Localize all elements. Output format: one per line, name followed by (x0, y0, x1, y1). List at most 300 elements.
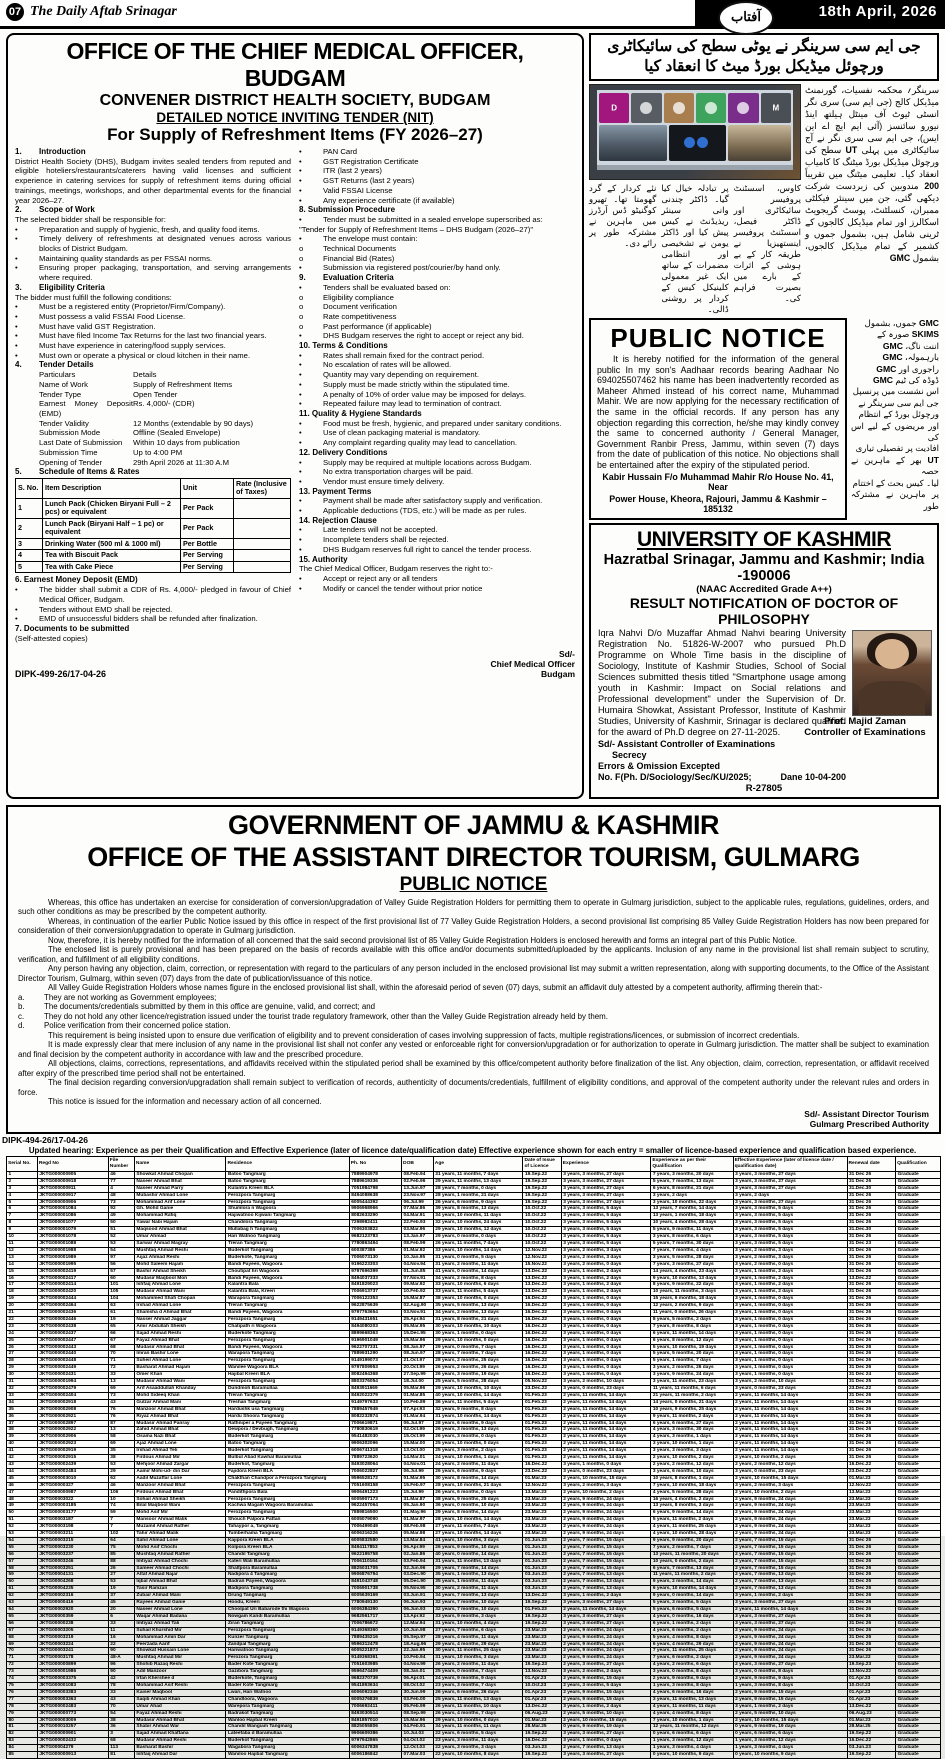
guide-cell: JKTG000000905 (37, 1171, 108, 1178)
table-row (7, 1365, 941, 1372)
guide-cell: Graduate (896, 1613, 941, 1620)
guide-cell: 6 years, 8 months, 12 days (651, 1337, 733, 1344)
urdu-below-columns (589, 183, 801, 315)
guide-cell: 106 (108, 1489, 134, 1496)
notice-paragraph: Whereas, in continuation of the earlier Public Notice issued by this office in respect of the first provisional list of 77 Valley Guide Registration Holders, a second provisional list comprising 85 Valley Guide Registration Holders has now been prepared for consideration of their conversion/upgradation to operate in Gulmarg jurisdiction. (18, 916, 929, 936)
guide-cell: 31 years, 0 months, 5 days (433, 1254, 523, 1261)
guide-cell: 7889435216 (349, 1634, 401, 1641)
guide-cell: 9149368361 (349, 1655, 401, 1662)
guide-cell: 26 (7, 1344, 38, 1351)
section-heading: 14. Rejection Clause (299, 515, 377, 525)
detail-row: Name of Work Supply of Refreshment Items (39, 379, 233, 389)
table-row (7, 1448, 941, 1455)
items-cell (234, 518, 291, 538)
guide-cell: Graduate (896, 1724, 941, 1731)
section-heading: 13. Payment Terms (299, 486, 372, 496)
guide-cell: 21.Oct.97 (402, 1358, 434, 1365)
guide-cell: 3 years, 3 months, 5 days (733, 1206, 847, 1213)
guide-cell: 8491857010 (349, 1717, 401, 1724)
guide-cell: 90 (108, 1669, 134, 1676)
guide-cell: 31 Dec 26 (847, 1392, 896, 1399)
table-row (7, 1724, 941, 1731)
guide-cell: 2 years, 11 months, 14 days (733, 1427, 847, 1434)
guide-cell: 33 years, 10 months, 6 days (433, 1282, 523, 1289)
guide-cell: 2 years, 9 months, 24 days (561, 1496, 651, 1503)
guide-cell: Graduate (896, 1565, 941, 1572)
guide-cell: Shamsha d Ahmad Bhat (134, 1310, 226, 1317)
guide-cell: Graduate (896, 1682, 941, 1689)
guide-cell: 07.Mar.86 (402, 1206, 434, 1213)
guide-cell: 16.Dec.22 (523, 1358, 561, 1365)
guide-cell: Graduate (896, 1344, 941, 1351)
items-cell: Lunch Pack (Chicken Biryani Full – 2 pcs) or equivalent (43, 498, 181, 518)
guide-cell: 49 (108, 1213, 134, 1220)
guide-cell: 04.Nov.94 (402, 1261, 434, 1268)
guide-cell: JKTG000000901 (37, 1731, 108, 1738)
guide-cell: 71 (7, 1655, 38, 1662)
guide-cell: 2 years, 9 months, 24 days (561, 1641, 651, 1648)
guide-cell: 2 years, 3 months, 27 days (733, 1662, 847, 1669)
guide-cell: 31 Dec 26 (847, 1634, 896, 1641)
guide-cell: 6 (7, 1206, 38, 1213)
guide-cell: 7780949130 (349, 1600, 401, 1607)
table-row (7, 1620, 941, 1627)
guide-cell: 82 (7, 1731, 38, 1738)
bullet-item: • PAN Card (299, 147, 358, 156)
guide-cell: 27 (108, 1572, 134, 1579)
guide-cell: 35 years, 1 months, 13 days (433, 1572, 523, 1579)
guide-cell: Buderkote, Tangmarg (226, 1676, 349, 1683)
table-row (7, 1627, 941, 1634)
guide-cell: 3 years, 3 months, 27 days (733, 1620, 847, 1627)
guide-cell: Warepora Tangmarg (226, 1703, 349, 1710)
guide-cell: 06.Aug.23 (847, 1710, 896, 1717)
guide-cell: 05.Nov.95 (402, 1586, 434, 1593)
guide-cell: 8825031705 (349, 1565, 401, 1572)
guide-cell: 9149199073 (349, 1358, 401, 1365)
guide-cell: Riyaz Ahmad Bhat (134, 1413, 226, 1420)
bullet-item: • EMD of unsuccessful bidders shall be refunded after finalization. (15, 614, 258, 624)
guide-cell: 31 Dec 26 (847, 1234, 896, 1241)
avatar (705, 102, 717, 114)
masthead-title: The Daily Aftab Srinagar (30, 4, 177, 19)
guide-cell: Warapora Tangmarg (226, 1296, 349, 1303)
guide-cell: Nadipora 4 Tangmarg (226, 1572, 349, 1579)
guide-cell: JKTG00003246 (37, 1558, 108, 1565)
guide-cell: 8493030514 (349, 1710, 401, 1717)
guide-cell: JKTG000002446 (37, 1316, 108, 1323)
items-cell (234, 538, 291, 550)
guide-cell: 3 years, 3 months, 27 days (733, 1185, 847, 1192)
detail-row: Tender Type Open Tender (39, 389, 178, 399)
tender-notice-box (6, 33, 584, 799)
guide-cell: Graduate (896, 1510, 941, 1517)
notice-paragraph: The final decision regarding conversion/upgradation shall remain subject to verification of records, authenticity of documents/credentials, fulfillment of eligibility conditions, and approval of the competent authority under the relevant rules and orders in force. (18, 1078, 929, 1097)
guide-cell: 2 years, 11 months, 14 days (561, 1427, 651, 1434)
section-heading: 7. Documents to be submitted (15, 623, 130, 633)
items-header-cell: S. No. (16, 478, 43, 498)
guide-cell: 1 (7, 1171, 38, 1178)
guide-cell: 02.Oct.99 (402, 1427, 434, 1434)
guide-cell: Buderkot, Tangmarg (226, 1461, 349, 1468)
guide-cell: JKTG000003383 (37, 1689, 108, 1696)
notice-paragraph: This notice is issued for the information and necessary action of all concerned. (48, 1097, 322, 1107)
guide-cell: 10 years, 9 months, 25 days (651, 1406, 733, 1413)
guide-cell: 6005376839 (349, 1696, 401, 1703)
guide-cell: Wanilee Wagoora BLA (226, 1365, 349, 1372)
guide-cell: 01.Apr.23 (847, 1689, 896, 1696)
guide-cell: 9906302096 (349, 1441, 401, 1448)
items-row (16, 518, 291, 538)
guide-cell: 3 years, 2 months, 0 days (561, 1261, 651, 1268)
guide-cell: 3 years, 6 months, 10 days (651, 1468, 733, 1475)
table-row (7, 1392, 941, 1399)
table-row (7, 1234, 941, 1241)
guide-cell: 3 years, 3 months, 27 days (561, 1752, 651, 1759)
guide-cell: Chandil Tangmarg (226, 1551, 349, 1558)
guide-cell: 23.Dec.22 (847, 1468, 896, 1475)
guide-cell: 65 (108, 1323, 134, 1330)
guide-cell: Graduate (896, 1296, 941, 1303)
guide-cell: Mohammad Asif Reshi (134, 1682, 226, 1689)
guide-cell: 8899668363 (349, 1330, 401, 1337)
top-section (0, 29, 945, 801)
guide-cell: Bulbul Abad Kawhal Baramullaa (226, 1455, 349, 1462)
table-row (7, 1738, 941, 1745)
bullet-item: • Payment shall be made after satisfactory supply and verification. (299, 496, 543, 506)
guide-table-header-row (7, 1156, 941, 1171)
guide-cell: 3 years, 1 months, 0 days (733, 1316, 847, 1323)
guide-cell: Ferozpora Tangmarg (226, 1496, 349, 1503)
guide-cell: Altaf Ahmad Najar (134, 1572, 226, 1579)
guide-cell: Maqsood Ahmad Bhat (134, 1227, 226, 1234)
items-cell: Per Pack (181, 518, 234, 538)
guide-cell: JKTG000000917 (37, 1192, 108, 1199)
guide-cell: 2 years, 3 months, 27 days (561, 1662, 651, 1669)
guide-cell: 78 (108, 1682, 134, 1689)
table-row (7, 1482, 941, 1489)
guide-cell: Treran Tangmarg (226, 1303, 349, 1310)
guide-cell: 01.May.96 (402, 1510, 434, 1517)
guide-cell: JKTG000001989 (37, 1254, 108, 1261)
guide-cell: Mohd Asif Mir (134, 1510, 226, 1517)
guide-cell: 9682561717 (349, 1613, 401, 1620)
table-row (7, 1613, 941, 1620)
guide-cell: 2 years, 7 months, 15 days (561, 1565, 651, 1572)
guide-cell: 2 years, 9 months, 15 days (561, 1689, 651, 1696)
guide-cell: JKTG000002915 (37, 1455, 108, 1462)
guide-cell: Firdous Ahmad Bhat (134, 1489, 226, 1496)
guide-cell: 2 years, 9 months, 24 days (733, 1503, 847, 1510)
guide-cell: 8082633290 (349, 1213, 401, 1220)
guide-cell: Graduate (896, 1386, 941, 1393)
guide-cell: 34 years, 2 months, 13 days (433, 1310, 523, 1317)
notice-paragraph: All objections, claims, corrections, representations, and affidavits received within the stipulated period shall be examined by this office/competent authority before finalization of the list. Any objection, claim, correction, representation, or affidavit received after expiry of the prescribed time period shall not be entertained. (18, 1059, 929, 1078)
guide-cell: 2 years, 7 months, 15 days (561, 1544, 651, 1551)
guide-cell: 15.Feb.97 (402, 1482, 434, 1489)
guide-header-cell: File Number (108, 1156, 134, 1171)
guide-cell: 7298982411 (349, 1220, 401, 1227)
guide-cell: 88 (108, 1558, 134, 1565)
guide-cell: 15.Jul.99 (402, 1489, 434, 1496)
guide-header-cell: Serial No. (7, 1156, 38, 1171)
guide-cell: 13.Mar.23 (847, 1489, 896, 1496)
guide-cell: 2 years, 10 months, 2 days (651, 1455, 733, 1462)
guide-cell: 3 years, 10 months, 22 days (651, 1199, 733, 1206)
guide-cell: 01.Feb.23 (523, 1399, 561, 1406)
guide-cell: 3 years, 1 months, 0 days (561, 1330, 651, 1337)
bullet-item: • Repeated failure may lead to termination of contract. (299, 399, 502, 409)
guide-cell: 5 years, 1 months, 7 days (651, 1358, 733, 1365)
guide-cell: 46 (108, 1171, 134, 1178)
bullet-item: • Preparation and supply of hygienic, fresh, and quality food items. (15, 224, 260, 234)
guide-cell: Graduate (896, 1696, 941, 1703)
guide-cell: 5 years, 5 months, 20 days (651, 1351, 733, 1358)
guide-cell: Ferozpora Tangmarg (226, 1482, 349, 1489)
table-row (7, 1641, 941, 1648)
guide-cell: 33 years, 11 months, 5 days (433, 1289, 523, 1296)
guide-cell: 97 (108, 1254, 134, 1261)
guide-cell: 07.Nov.91 (402, 1275, 434, 1282)
guide-cell: JKTG000001988 (37, 1247, 108, 1254)
guide-cell: 3 years, 1 months, 0 days (561, 1738, 651, 1745)
detail-row: Last Date of Submission Within 10 days from publication (39, 438, 240, 448)
guide-cell: 19 (108, 1586, 134, 1593)
guide-cell: 19 (7, 1296, 38, 1303)
guide-cell: 53 (108, 1461, 134, 1468)
guide-cell: 5 years, 6 months, 5 days (651, 1607, 733, 1614)
table-row (7, 1323, 941, 1330)
guide-cell: 2 years, 11 months, 14 days (733, 1399, 847, 1406)
guide-cell: 23.Mar.23 (523, 1634, 561, 1641)
guide-cell: 24 years, 2 months, 11 days (433, 1461, 523, 1468)
guide-cell: 2 years, 2 months, 12 days (733, 1461, 847, 1468)
guide-cell: 39 (7, 1434, 38, 1441)
guide-cell: 6005221873 (349, 1648, 401, 1655)
guide-cell: 26 years, 3 months, 19 days (433, 1372, 523, 1379)
guide-cell: Graduate (896, 1475, 941, 1482)
guide-cell: 6006316226 (349, 1531, 401, 1538)
guide-cell: 101 (108, 1282, 134, 1289)
urdu-strip-line: ورچوئل بورڈ کے انتظام (858, 409, 939, 420)
newspaper-logo-icon: آفتاب (718, 1, 774, 35)
guide-cell: 01.Feb.23 (523, 1607, 561, 1614)
table-row (7, 1586, 941, 1593)
table-row (7, 1607, 941, 1614)
guide-cell: 36 years, 11 months, 5 days (433, 1399, 523, 1406)
guide-cell: Choolpat Uri Babarode thi Wagoora (226, 1607, 349, 1614)
guide-cell: Imtiyaz Ahmad Tali (134, 1620, 226, 1627)
guide-cell: 66 (108, 1330, 134, 1337)
section-heading: 1. Introduction (15, 147, 86, 156)
guide-cell: 2 years, 7 months, 13 days (561, 1572, 651, 1579)
guide-cell: 48 (7, 1496, 38, 1503)
guide-cell: 4 years, 6 months, 2 days (651, 1627, 733, 1634)
guide-cell: 12 years, 2 months, 9 days (651, 1303, 733, 1310)
table-row (7, 1372, 941, 1379)
university-address: Hazratbal Srinagar, Jammu and Kashmir; India -190006 (603, 551, 925, 584)
guide-cell: 31 Dec 26 (847, 1613, 896, 1620)
guide-cell: 06.Apr.99 (402, 1544, 434, 1551)
guide-cell: JKTG000002906 (37, 1434, 108, 1441)
guide-cell: Badrakot Tangmarg (226, 1710, 349, 1717)
guide-cell: 9906491223 (349, 1489, 401, 1496)
guide-cell: 16 years, 4 months, 2 days (651, 1496, 733, 1503)
guide-cell: 12.Oct.03 (402, 1745, 434, 1752)
bullet-item: • Submission via registered post/courier/by hand only. (299, 263, 501, 273)
guide-cell: 3 years, 3 months, 5 days (561, 1234, 651, 1241)
guide-cell: 15 years, 6 months, 18 days (651, 1296, 733, 1303)
guide-cell: 03.Jun.23 (523, 1572, 561, 1579)
guide-cell: 01.Feb.23 (523, 1406, 561, 1413)
guide-cell: 7 years, 10 months, 18 days (651, 1482, 733, 1489)
guide-cell: 2 years, 7 months, 15 days (561, 1537, 651, 1544)
guide-cell: Irfan Khershee d (134, 1676, 226, 1683)
guide-cell: 31 Dec 26 (847, 1607, 896, 1614)
guide-cell: 9541893634 (349, 1682, 401, 1689)
guide-cell: 2 years, 9 months, 24 days (733, 1627, 847, 1634)
guide-cell: 2 years, 9 months, 24 days (561, 1634, 651, 1641)
guide-cell: 9 years, 2 months, 14 days (651, 1579, 733, 1586)
guide-cell: Waniloo Hajibal Tangmarg (226, 1752, 349, 1759)
guide-cell: 31 Dec 26 (847, 1565, 896, 1572)
univ-sd-line: Sd/- Assistant Controller of Examinations (598, 738, 776, 749)
guide-cell: 46 (7, 1482, 38, 1489)
guide-cell: 29 years, 10 months, 10 days (433, 1386, 523, 1393)
guide-cell: 42 (7, 1455, 38, 1462)
table-row (7, 1745, 941, 1752)
guide-cell: 2 years, 9 months, 24 days (561, 1524, 651, 1531)
conference-photo (589, 84, 801, 180)
guide-cell: 6006092346 (349, 1689, 401, 1696)
guide-cell: Mudasir Ahmad Bhat (134, 1344, 226, 1351)
guide-cell: 69 (108, 1441, 134, 1448)
guide-cell: 45 (7, 1475, 38, 1482)
guide-cell: 37 (7, 1420, 38, 1427)
guide-cell: JKTG000001986 (37, 1669, 108, 1676)
paragraph: The selected bidder shall be responsible for: (15, 214, 166, 224)
guide-cell: 7006692411 (349, 1703, 401, 1710)
screen-taskbar (597, 165, 793, 170)
guide-cell: 2 years, 9 months, 24 days (733, 1524, 847, 1531)
guide-cell: Graduate (896, 1579, 941, 1586)
guide-cell: 3 years, 1 months, 0 days (561, 1358, 651, 1365)
guide-cell: JKTG00000416 (37, 1600, 108, 1607)
urdu-column: کاوس، اسسٹنٹ پروفیسر سائیکاٹری اور ڈاکٹر فیصل، اسسٹنٹ پروفیسر اینستھیزیا نے طریقہ کار کے بے ہوشی کے اثرات کے بارے میں بصیرت فراہم کی۔ (733, 183, 801, 303)
guide-cell: 2 years, 10 months, 15 days (733, 1475, 847, 1482)
guide-cell: 3 years, 1 months, 0 days (561, 1310, 651, 1317)
guide-cell: Manzoor Ahmad Bhat (134, 1406, 226, 1413)
guide-cell: 2 years, 9 months, 24 days (733, 1648, 847, 1655)
guide-cell: 23.Mar.23 (523, 1503, 561, 1510)
guide-cell: 76 (108, 1406, 134, 1413)
portrait-caption-role: Controller of Examinations (804, 726, 926, 738)
guide-cell: Mushtaq Ahmad Mir (134, 1655, 226, 1662)
guide-cell: 105 (108, 1289, 134, 1296)
guide-cell: Mullabag h Tangmarg (226, 1227, 349, 1234)
guide-cell: Basharat Bashir (134, 1745, 226, 1752)
table-row (7, 1696, 941, 1703)
guide-cell: 3 years, 1 months, 2 days (561, 1593, 651, 1600)
guide-cell: Chandloora, Wagoora (226, 1696, 349, 1703)
guide-cell: 3 years, 10 months, 1 days (651, 1441, 733, 1448)
guide-cell: 4 years, 4 months, 8 days (651, 1710, 733, 1717)
guide-cell: 3 years, 1 months, 0 days (733, 1310, 847, 1317)
guide-cell: 15.Oct.99 (402, 1434, 434, 1441)
guide-cell: Buderkot Tangmarg (226, 1448, 349, 1455)
guide-cell: 3 years, 1 months, 2 days (561, 1275, 651, 1282)
bullet-item: • DHS Budgam reserves full right to cancel the tender process. (299, 544, 532, 554)
guide-header-cell: Regd No (37, 1156, 108, 1171)
university-subtitle: RESULT NOTIFICATION OF DOCTOR OF PHILOSOPHY (629, 594, 899, 627)
guide-cell: Graduate (896, 1275, 941, 1282)
guide-cell: 75 (7, 1682, 38, 1689)
guide-cell: 3 years, 3 months, 27 days (733, 1600, 847, 1607)
guide-cell: 65 (7, 1613, 38, 1620)
guide-cell: 19.Sep.22 (523, 1613, 561, 1620)
guide-cell: Yawar Nabi Hajam (134, 1220, 226, 1227)
guide-cell: 08.Feb.94 (402, 1171, 434, 1178)
guide-cell: 31 Dec 26 (847, 1289, 896, 1296)
guide-cell: 47 (7, 1489, 38, 1496)
guide-cell: 77 (108, 1178, 134, 1185)
guide-cell: Irshad Ahmad Lone (134, 1303, 226, 1310)
guide-cell: Imran Bashir Lone (134, 1351, 226, 1358)
bullet-item: • Timely delivery of refreshments at designated venues across various blocks of District Budgam. (15, 234, 291, 254)
guide-cell: Zahid Ahmad Bhat (134, 1427, 226, 1434)
guide-cell: 3 years, 1 months, 0 days (733, 1323, 847, 1330)
guide-cell: 29 years, 7 months, 14 days (433, 1565, 523, 1572)
guide-cell: 05.Jan.90 (402, 1503, 434, 1510)
guide-cell: 31.Dec.30 (847, 1227, 896, 1234)
guide-cell: 2 years, 7 months, 15 days (733, 1565, 847, 1572)
guide-cell: JKTG000002419 (37, 1268, 108, 1275)
guide-cell: Graduate (896, 1620, 941, 1627)
guide-cell: 28 years, 2 months, 25 days (433, 1358, 523, 1365)
guide-cell: 2 years, 11 months, 14 days (733, 1607, 847, 1614)
guide-cell: 2 years, 11 months, 14 days (561, 1434, 651, 1441)
guide-cell: 92 (108, 1206, 134, 1213)
guide-cell: 05.Feb.99 (402, 1703, 434, 1710)
guide-cell: 8082494368 (349, 1372, 401, 1379)
guide-cell: 48 (108, 1192, 134, 1199)
guide-cell: 42 (108, 1676, 134, 1683)
guide-cell: 31 Dec 26 (847, 1455, 896, 1462)
guide-cell: JKTG00003230 (37, 1544, 108, 1551)
guide-cell: Ishfaq Ahmad Dar (134, 1752, 226, 1759)
guide-cell: Kateri Wali Baramullaa (226, 1558, 349, 1565)
guide-cell: 07.Apr.93 (402, 1406, 434, 1413)
guide-cell: 01.Mar.85 (402, 1392, 434, 1399)
guide-cell: Mohammad Rafiq (134, 1213, 226, 1220)
paragraph: The Chief Medical Officer, Budgam reserves the right to:- (299, 564, 493, 574)
guide-cell: 3 years, 1 months, 0 days (733, 1365, 847, 1372)
table-row (7, 1544, 941, 1551)
guide-cell: Graduate (896, 1427, 941, 1434)
guide-cell: 70 (108, 1351, 134, 1358)
guide-cell: Mohammad Arif Lone (134, 1199, 226, 1206)
guide-cell: 31 years, 11 months, 13 days (433, 1558, 523, 1565)
guide-cell: 01.Feb.23 (523, 1434, 561, 1441)
guide-cell: 03.Jun.23 (523, 1586, 561, 1593)
univ-ref-no: No. F(Ph. D/Sociology/Sec/KU/2025; (598, 771, 752, 782)
guide-cell: JKTG00004268 (37, 1579, 108, 1586)
issue-date: 18th April, 2026 (818, 3, 937, 20)
guide-cell: 2 years, 11 months, 14 days (561, 1455, 651, 1462)
guide-cell: 31 Dec 26 (847, 1620, 896, 1627)
guide-cell: JKTG00004279 (37, 1745, 108, 1752)
guide-cell: 62 (7, 1593, 38, 1600)
